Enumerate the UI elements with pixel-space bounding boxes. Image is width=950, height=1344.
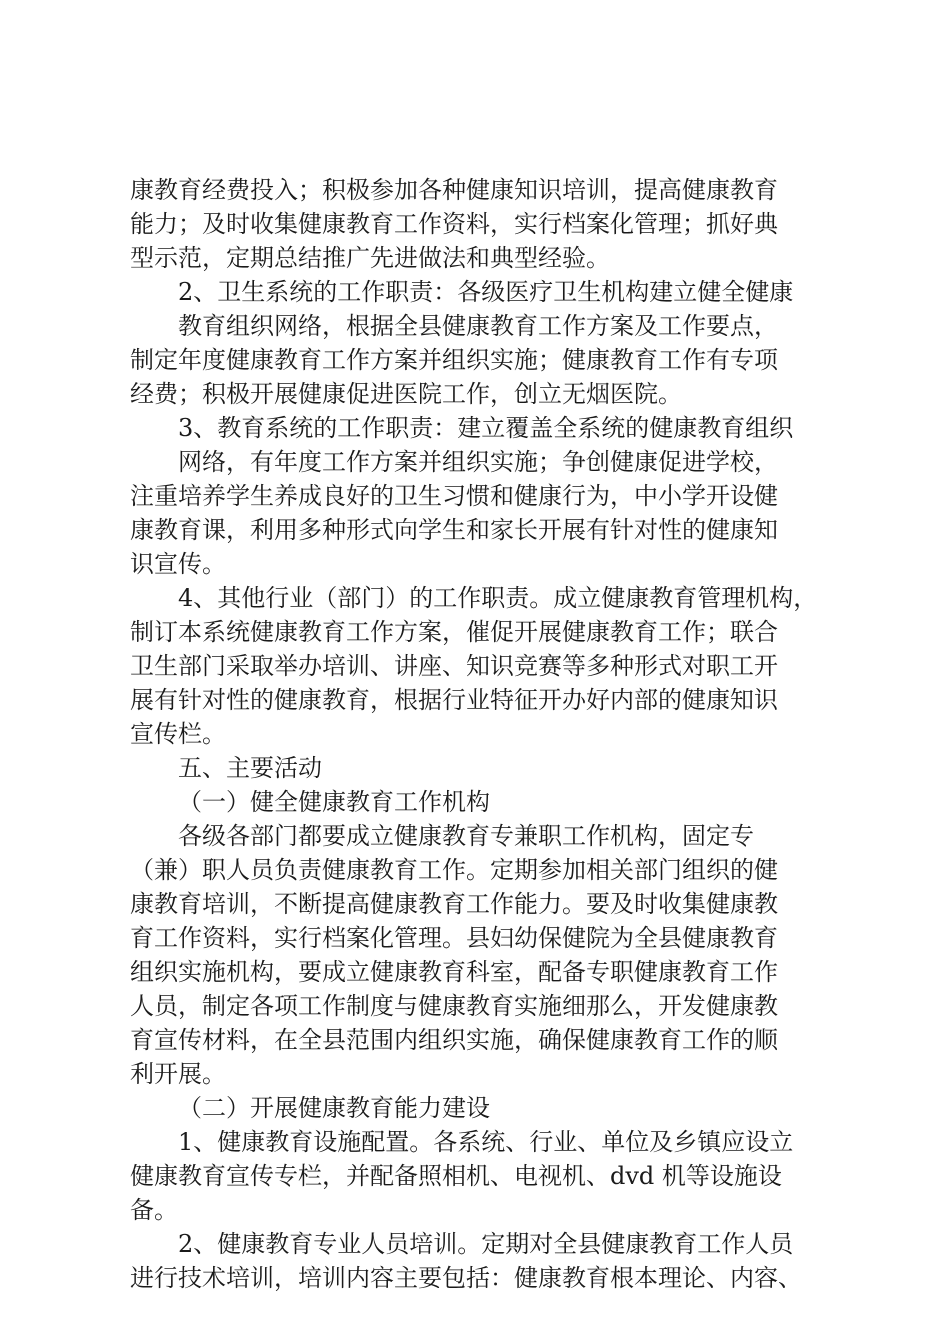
text-line: 进行技术培训，培训内容主要包括：健康教育根本理论、内容、: [130, 1264, 802, 1292]
text-line: 育宣传材料，在全县范围内组织实施，确保健康教育工作的顺: [130, 1026, 778, 1054]
text-line: 康教育经费投入；积极参加各种健康知识培训，提高健康教育: [130, 176, 778, 204]
text-line: 利开展。: [130, 1060, 226, 1088]
text-line: 康教育培训，不断提高健康教育工作能力。要及时收集健康教: [130, 890, 778, 918]
section-heading: 五、主要活动: [178, 754, 322, 782]
text-line: 型示范，定期总结推广先进做法和典型经验。: [130, 244, 610, 272]
text-line: 健康教育宣传专栏，并配备照相机、电视机、dvd 机等设施设: [130, 1162, 782, 1190]
text-line: 各级各部门都要成立健康教育专兼职工作机构，固定专: [178, 822, 754, 850]
text-line: 1、健康教育设施配置。各系统、行业、单位及乡镇应设立: [178, 1128, 794, 1156]
text-line: 备。: [130, 1196, 178, 1224]
text-line: 2、卫生系统的工作职责：各级医疗卫生机构建立健全健康: [178, 278, 794, 306]
text-line: 育工作资料，实行档案化管理。县妇幼保健院为全县健康教育: [130, 924, 778, 952]
text-line: 3、教育系统的工作职责：建立覆盖全系统的健康教育组织: [178, 414, 794, 442]
text-line: 制定年度健康教育工作方案并组织实施；健康教育工作有专项: [130, 346, 778, 374]
text-line: 注重培养学生养成良好的卫生习惯和健康行为，中小学开设健: [130, 482, 778, 510]
text-line: 组织实施机构，要成立健康教育科室，配备专职健康教育工作: [130, 958, 778, 986]
text-line: 卫生部门采取举办培训、讲座、知识竞赛等多种形式对职工开: [130, 652, 778, 680]
text-line: 4、其他行业（部门）的工作职责。成立健康教育管理机构，: [178, 584, 818, 612]
text-line: 识宣传。: [130, 550, 226, 578]
text-line: 制订本系统健康教育工作方案，催促开展健康教育工作；联合: [130, 618, 778, 646]
text-line: 宣传栏。: [130, 720, 226, 748]
subsection-heading: （一）健全健康教育工作机构: [178, 788, 490, 816]
text-line: 展有针对性的健康教育，根据行业特征开办好内部的健康知识: [130, 686, 778, 714]
text-line: 人员，制定各项工作制度与健康教育实施细那么，开发健康教: [130, 992, 778, 1020]
text-line: 网络，有年度工作方案并组织实施；争创健康促进学校，: [178, 448, 778, 476]
text-line: （兼）职人员负责健康教育工作。定期参加相关部门组织的健: [130, 856, 778, 884]
text-line: 经费；积极开展健康促进医院工作，创立无烟医院。: [130, 380, 682, 408]
text-line: 康教育课，利用多种形式向学生和家长开展有针对性的健康知: [130, 516, 778, 544]
text-line: 2、健康教育专业人员培训。定期对全县健康教育工作人员: [178, 1230, 794, 1258]
text-line: 教育组织网络，根据全县健康教育工作方案及工作要点，: [178, 312, 778, 340]
subsection-heading: （二）开展健康教育能力建设: [178, 1094, 490, 1122]
text-line: 能力；及时收集健康教育工作资料，实行档案化管理；抓好典: [130, 210, 778, 238]
